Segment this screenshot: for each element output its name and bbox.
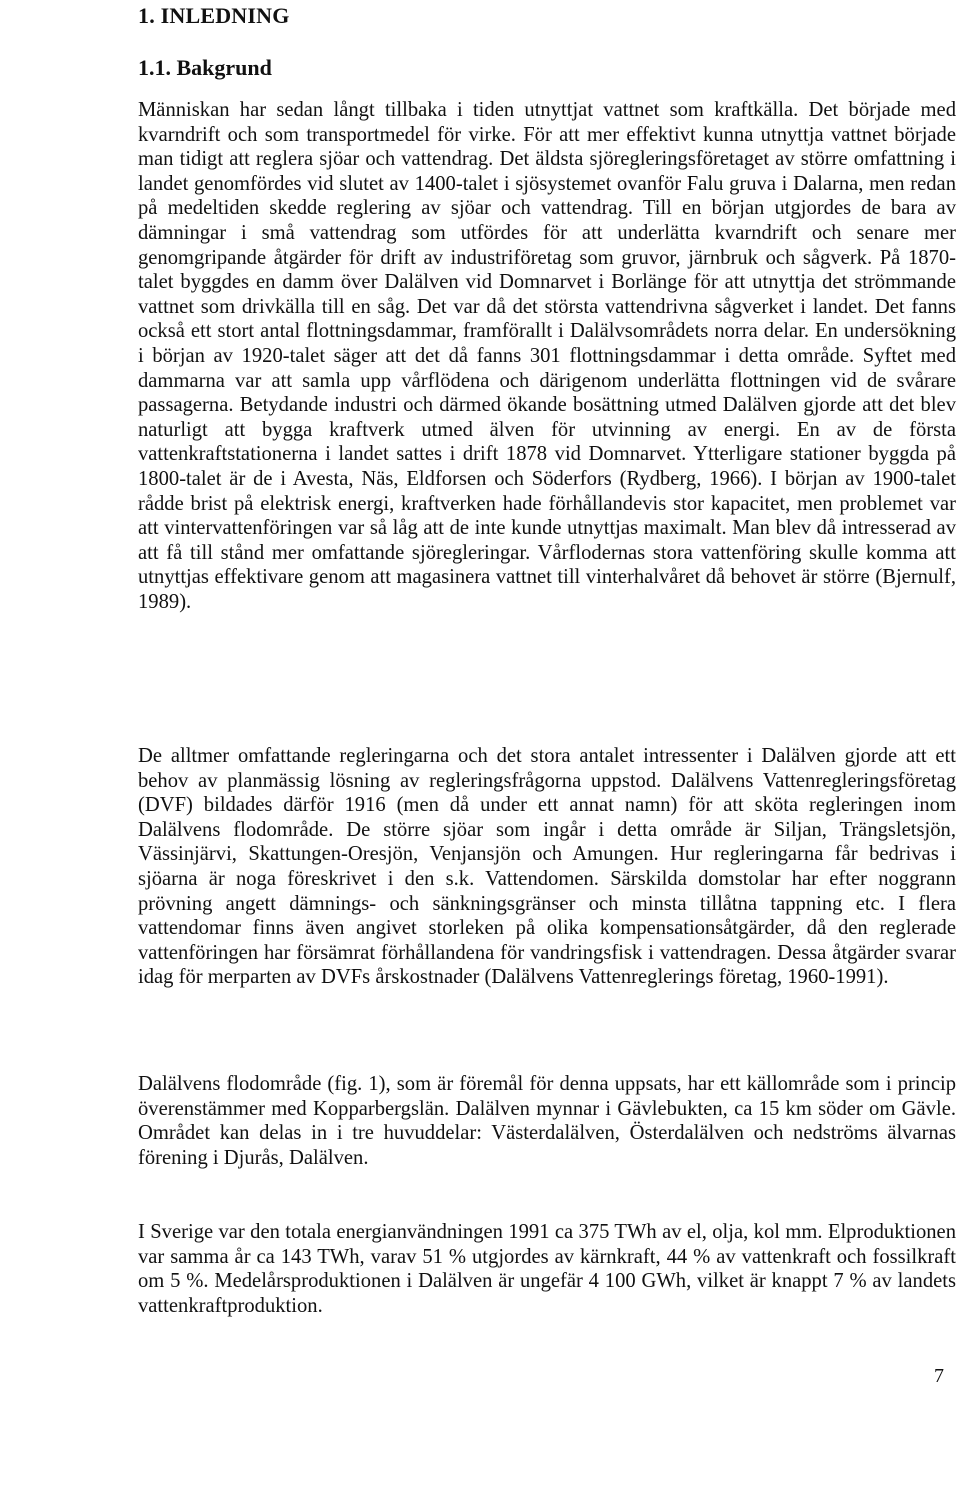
chapter-heading: 1. INLEDNING bbox=[138, 3, 290, 28]
page-number: 7 bbox=[934, 1365, 944, 1387]
paragraph-background-history: Människan har sedan långt tillbaka i tiden utnyttjat vattnet som kraftkälla. Det började med kvarndrift och som transportmedel för virke. För att mer effektivt kunna utnyttja vattnet började man tidigt att reglera sjöar och vattendrag. Det äldsta sjöregleringsföretaget av större omfattning i landet genomfördes vid slutet av 1400-talet i sjösystemet ovanför Falu gruva i Dalarna, men redan på medeltiden skedde reglering av sjöar och vattendrag. Till en början utgjordes de bara av dämningar i små vattendrag som utfördes för att underlätta kvarndrift och senare mer genomgripande åtgärder för drift av industriföretag som gruvor, järnbruk och sågverk. På 1870-talet byggdes en damm över Dalälven vid Domnarvet i Borlänge för att utnyttja det strömmande vattnet som drivkälla till en såg. Det var då det största vattendrivna sågverket i landet. Det fanns också ett stort antal flottningsdammar, framförallt i Dalälvsområdets norra delar. En undersökning i början av 1920-talet säger att det då fanns 301 flottningsdammar i detta område. Syftet med dammarna var att samla upp vårflödena och därigenom underlätta flottningen vid de svårare passagerna. Betydande industri och därmed ökande bosättning utmed Dalälven gjorde att det blev naturligt att bygga kraftverk utmed älven för utvinning av energi. En av de första vattenkraftstationerna i landet sattes i drift 1878 vid Domnarvet. Ytterligare stationer byggda på 1800-talet är de i Avesta, Näs, Eldforsen och Söderfors (Rydberg, 1966). I början av 1900-talet rådde brist på elektrisk energi, kraftverken hade förhållandevis stor kapacitet, men problemet var att vintervattenföringen var så låg att de inte kunde utnyttjas maximalt. Man blev då intresserad av att få till stånd mer omfattande sjöregleringar. Vårflodernas stora vattenföring skulle komma att utnyttjas effektivare genom att magasinera vattnet till vinterhalvåret då behovet är större (Bjernulf, 1989). bbox=[138, 99, 956, 613]
section-heading: 1.1. Bakgrund bbox=[138, 55, 272, 80]
paragraph-catchment: Dalälvens flodområde (fig. 1), som är föremål för denna uppsats, har ett källområde som i princip överenstämmer med Kopparbergslän. Dalälven mynnar i Gävlebukten, ca 15 km söder om Gävle. Området kan delas in i tre huvuddelar: Västerdalälven, Österdalälven och nedströms älvarnas förening i Djurås, Dalälven. bbox=[138, 1073, 956, 1169]
paragraph-energy: I Sverige var den totala energianvändningen 1991 ca 375 TWh av el, olja, kol mm. Elproduktionen var samma år ca 143 TWh, varav 51 % utgjordes av kärnkraft, 44 % av vattenkraft och fossilkraft om 5 %. Medelårsproduktionen i Dalälven är ungefär 4 100 GWh, vilket är knappt 7 % av landets vattenkraftproduktion. bbox=[138, 1221, 956, 1317]
paragraph-dvf: De alltmer omfattande regleringarna och det stora antalet intressenter i Dalälven gjorde att ett behov av planmässig lösning av regleringsfrågorna uppstod. Dalälvens Vattenregleringsföretag (DVF) bildades därför 1916 (men då under ett annat namn) för att sköta regleringen inom Dalälvens flodområde. De större sjöar som ingår i detta område är Siljan, Trängsletsjön, Vässinjärvi, Skattungen-Oresjön, Venjansjön och Amungen. Hur regleringarna får bedrivas i sjöarna är noga föreskrivet i den s.k. Vattendomen. Särskilda domstolar har efter noggrann prövning angett dämnings- och sänkningsgränser och minsta tillåtna tappning etc. I flera vattendomar finns även angivet storleken på olika kompensationsåtgärder, då den reglerade vattenföringen har försämrat förhållandena för vandringsfisk i vattendragen. Dessa åtgärder svarar idag för merparten av DVFs årskostnader (Dalälvens Vattenreglerings företag, 1960-1991). bbox=[138, 745, 956, 989]
